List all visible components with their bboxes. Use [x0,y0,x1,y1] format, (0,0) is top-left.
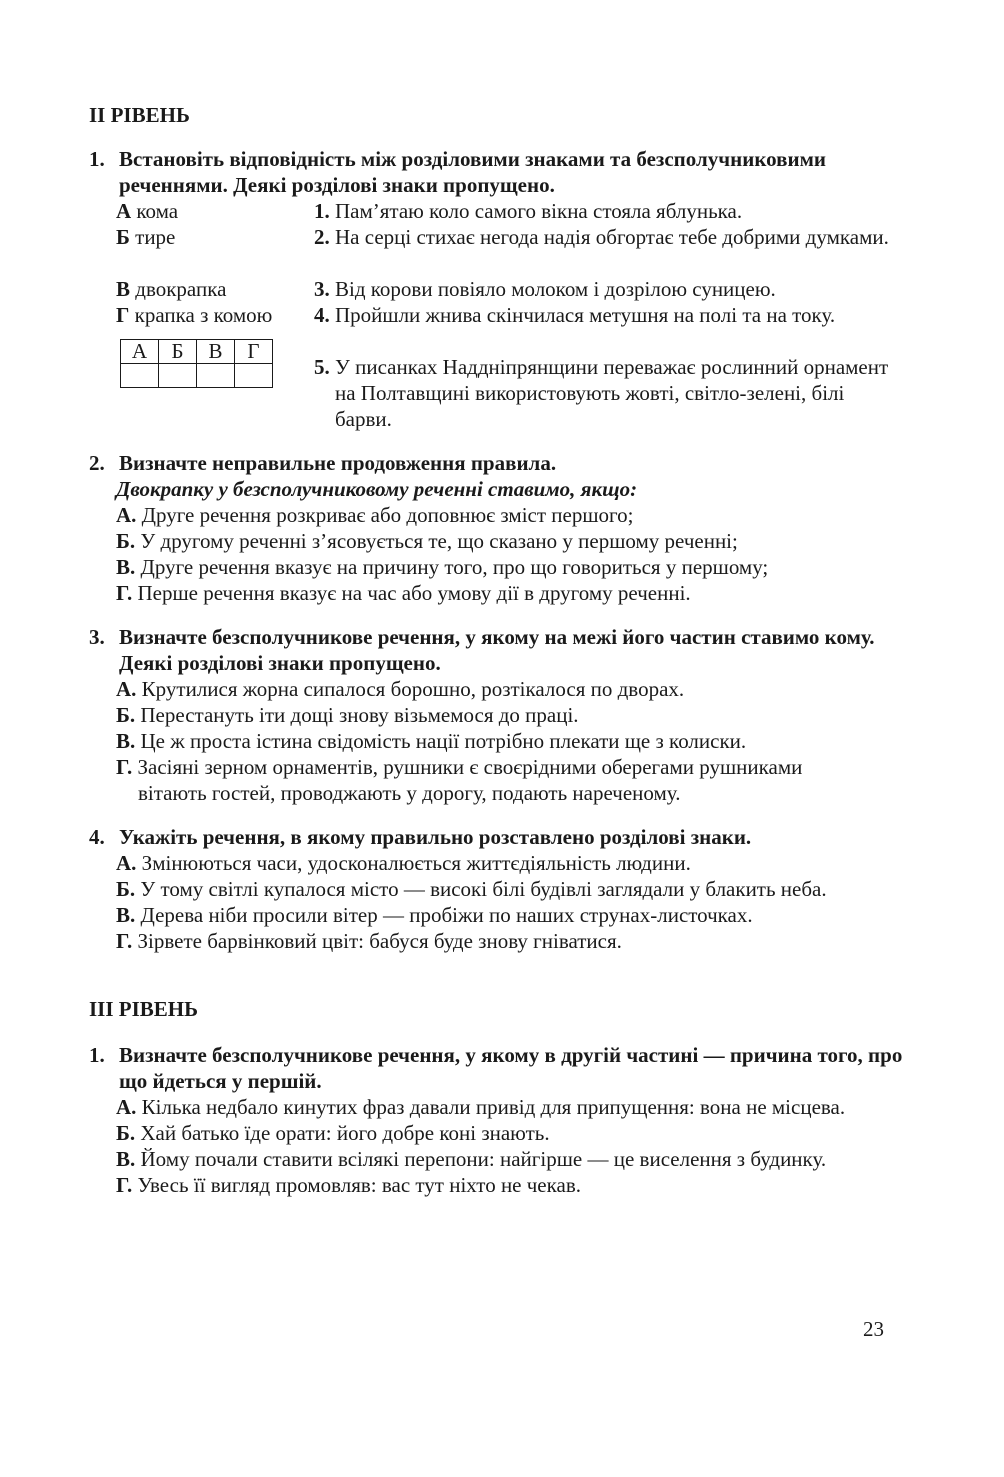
question-number: 3. [89,625,105,649]
answer-grid-cell[interactable] [121,364,159,388]
match-key: 1. [314,199,330,223]
option-text: Перестануть іти дощі знову візьмемося до праці. [135,703,579,727]
question-number: 2. [89,451,105,475]
answer-grid-cell[interactable] [159,364,197,388]
option-text: У тому світлі купалося місто — високі білі будівлі заглядали у блакить неба. [135,877,827,901]
answer-option-h [116,580,909,606]
answer-grid-header: В [197,340,235,364]
option-text: Хай батько їде орати: його добре коні знають. [135,1121,550,1145]
match-key: А [116,199,132,223]
question-number: 1. [89,1043,105,1067]
match-text: двокрапка [130,277,227,301]
option-text: Засіяні зерном орнаментів, рушники є своєрідними оберегами рушниками вітають гостей, проводжають у дорогу, подають нареченому. [132,755,803,805]
answer-option-v [116,728,909,754]
match-text: У писанках Наддніпрянщини переважає рослинний орнамент на Полтавщині використовують жовті, світло-зелені, білі барви. [329,355,889,431]
option-text: Кілька недбало кинутих фраз давали привід для припущення: вона не місцева. [136,1095,846,1119]
match-left-a [116,198,178,224]
page-number: 23 [863,1317,884,1341]
question-level3-1-prompt [89,1042,909,1094]
question-4-prompt [89,824,909,850]
match-text: тире [129,225,176,249]
answer-option-h [116,1172,909,1198]
match-key: 3. [314,277,330,301]
answer-option-b [116,1120,909,1146]
question-level3-1 [89,1042,909,1198]
match-left-b [116,224,175,250]
question-text: Визначте безсполучникове речення, у якому на межі його частин ставимо кому. Деякі розділові знаки пропущено. [119,625,875,675]
answer-option-b [116,702,909,728]
answer-option-b [116,876,858,902]
question-number: 1. [89,147,105,171]
option-key: Б. [116,877,136,901]
answer-option-b [116,528,909,554]
question-number: 4. [89,825,105,849]
option-key: Г. [116,929,133,953]
option-key: В. [116,1147,136,1171]
match-right-1 [314,198,915,224]
answer-option-v [116,902,909,928]
option-text: Перше речення вказує на час або умову дії в другому реченні. [132,581,691,605]
question-1 [89,146,909,198]
match-right-5 [314,354,890,432]
question-3 [89,624,909,806]
option-key: А. [116,851,137,875]
match-left-h [116,302,272,328]
match-right-4 [314,302,885,328]
option-text: Увесь її вигляд промовляв: вас тут ніхто не чекав. [132,1173,582,1197]
match-text: кома [131,199,179,223]
answer-grid-header: Г [235,340,273,364]
question-2-prompt [89,450,909,476]
option-key: В. [116,555,136,579]
match-text: крапка з комою [129,303,273,327]
option-key: Г. [116,755,133,779]
question-2 [89,450,909,606]
answer-grid-cell[interactable] [197,364,235,388]
answer-option-a [116,850,909,876]
answer-option-a [116,1094,858,1120]
option-text: Дерева ніби просили вітер — пробіжи по наших струнах-листочках. [135,903,753,927]
option-text: Крутилися жорна сипалося борошно, розтікалося по дворах. [136,677,685,701]
match-left-v [116,276,226,302]
option-key: В. [116,903,136,927]
answer-option-h [116,754,838,806]
answer-grid [120,339,273,388]
answer-grid-cell[interactable] [235,364,273,388]
match-text: На серці стихає негода надія обгортає тебе добрими думками. [329,225,889,249]
option-key: Б. [116,529,136,553]
option-key: Б. [116,703,136,727]
answer-option-h [116,928,909,954]
option-text: Йому почали ставити всілякі перепони: найгірше — це виселення з будинку. [135,1147,827,1171]
match-key: 4. [314,303,330,327]
option-text: Зірвете барвінковий цвіт: бабуся буде знову гніватися. [132,929,622,953]
option-text: Змінюються часи, удосконалюється життєдіяльність людини. [136,851,691,875]
option-key: А. [116,503,137,527]
option-key: А. [116,1095,137,1119]
option-text: У другому реченні з’ясовується те, що сказано у першому реченні; [135,529,738,553]
answer-option-v [116,1146,858,1172]
match-key: Г [116,303,130,327]
option-text: Це ж проста істина свідомість нації потрібно плекати ще з колиски. [135,729,747,753]
answer-grid-header: А [121,340,159,364]
rule-statement: Двокрапку у безсполучниковому реченні ставимо, якщо: [116,477,638,501]
option-text: Друге речення вказує на причину того, про що говориться у першому; [135,555,769,579]
question-3-prompt [89,624,879,676]
option-key: Г. [116,581,133,605]
match-right-2 [314,224,895,250]
option-key: А. [116,677,137,701]
question-text: Визначте неправильне продовження правила. [119,451,557,475]
question-text: Визначте безсполучникове речення, у якому в другій частині — причина того, про що йдеться у першій. [119,1043,903,1093]
option-key: Г. [116,1173,133,1197]
section-heading-level-3: ІІІ РІВЕНЬ [89,997,198,1021]
match-text: Пам’ятаю коло самого вікна стояла яблунька. [329,199,743,223]
match-key: 2. [314,225,330,249]
question-text: Укажіть речення, в якому правильно розставлено розділові знаки. [119,825,752,849]
answer-option-v [116,554,909,580]
option-key: В. [116,729,136,753]
section-heading-level-2: ІІ РІВЕНЬ [89,103,190,127]
answer-option-a [116,676,909,702]
match-key: 5. [314,355,330,379]
match-text: Пройшли жнива скінчилася метушня на полі та на току. [329,303,836,327]
match-key: В [116,277,131,301]
match-key: Б [116,225,130,249]
option-text: Друге речення розкриває або доповнює зміст першого; [136,503,634,527]
question-1-prompt [89,146,909,198]
match-text: Від корови повіяло молоком і дозрілою суницею. [329,277,776,301]
answer-option-a [116,502,909,528]
match-right-3 [314,276,915,302]
answer-grid-header: Б [159,340,197,364]
question-4 [89,824,909,954]
option-key: Б. [116,1121,136,1145]
question-text: Встановіть відповідність між розділовими знаками та безсполучниковими реченнями. Деякі розділові знаки пропущено. [119,147,826,197]
